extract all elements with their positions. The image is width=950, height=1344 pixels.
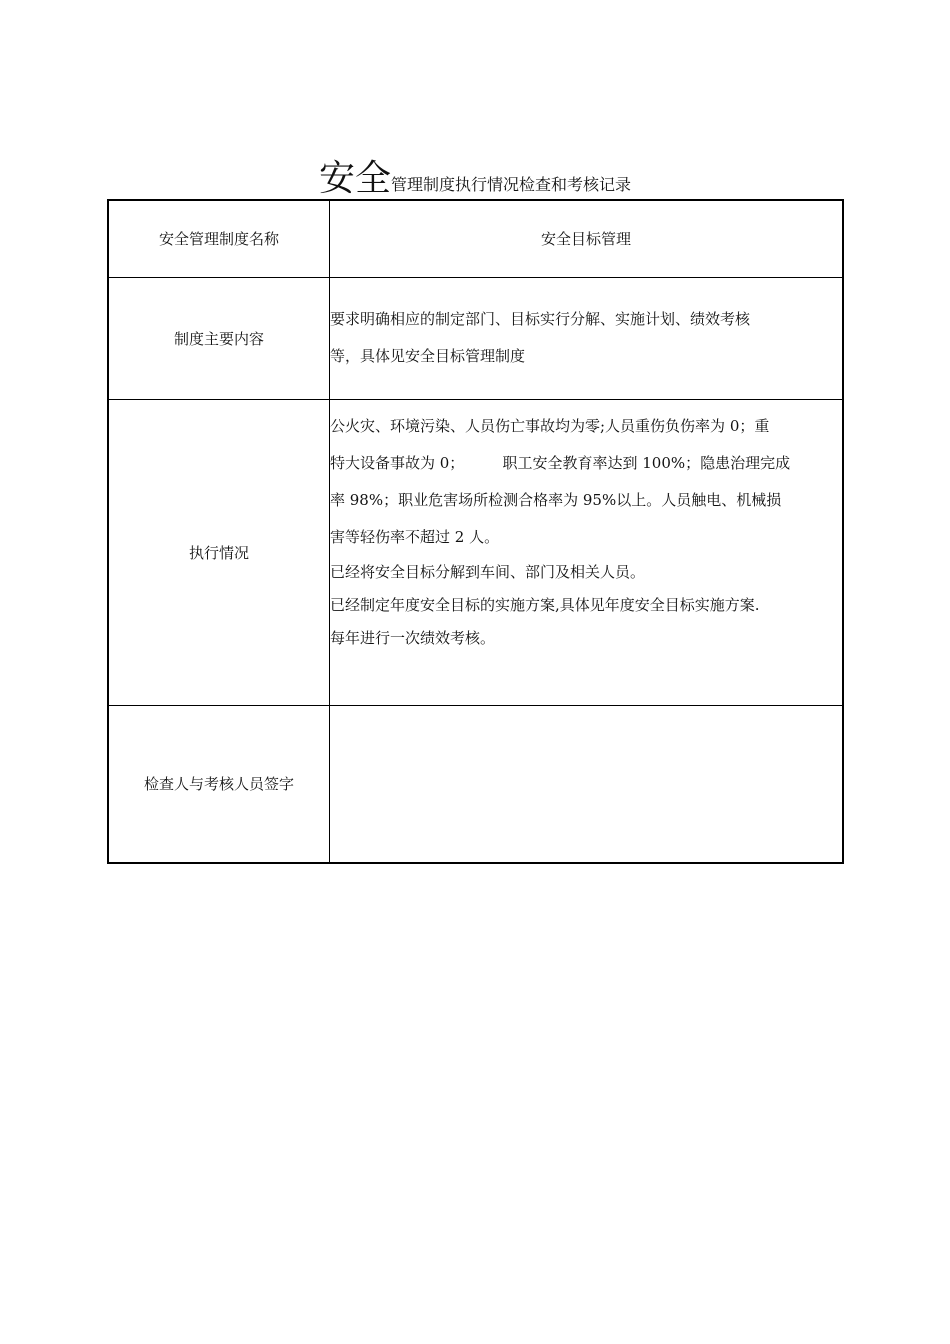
- title-small-part: 管理制度执行情况检查和考核记录: [391, 175, 632, 194]
- execution-line: 每年进行一次绩效考核。: [330, 628, 496, 647]
- main-content-line: 要求明确相应的制定部门、目标实行分解、实施计划、绩效考核: [330, 310, 751, 328]
- system-name-label: 安全管理制度名称: [108, 200, 330, 277]
- execution-line: 已经制定年度安全目标的实施方案,具体见年度安全目标实施方案.: [330, 595, 760, 614]
- title-large-part: 安全: [318, 158, 391, 199]
- execution-line: 率 98%；职业危害场所检测合格率为 95%以上。人员触电、机械损: [330, 490, 782, 509]
- table-row: [108, 705, 843, 863]
- record-table: [107, 199, 844, 864]
- table-row: [108, 399, 843, 705]
- execution-label: 执行情况: [108, 399, 330, 705]
- execution-cell: [330, 399, 844, 705]
- signature-field[interactable]: [330, 705, 844, 863]
- execution-line: 害等轻伤率不超过 2 人。: [330, 527, 500, 546]
- document-title: [0, 150, 950, 201]
- main-content-cell: [330, 277, 844, 399]
- main-content-label: 制度主要内容: [108, 277, 330, 399]
- table-row: [108, 277, 843, 399]
- main-content-line: 等，具体见安全目标管理制度: [330, 347, 526, 365]
- signature-label: 检查人与考核人员签字: [108, 705, 330, 863]
- system-name-value: 安全目标管理: [330, 200, 844, 277]
- table-row: [108, 200, 843, 277]
- execution-line: 特大设备事故为 0； 职工安全教育率达到 100%；隐患治理完成: [330, 453, 791, 472]
- execution-line: 已经将安全目标分解到车间、部门及相关人员。: [330, 562, 646, 581]
- execution-line: 公火灾、环境污染、人员伤亡事故均为零;人员重伤负伤率为 0；重: [330, 416, 770, 435]
